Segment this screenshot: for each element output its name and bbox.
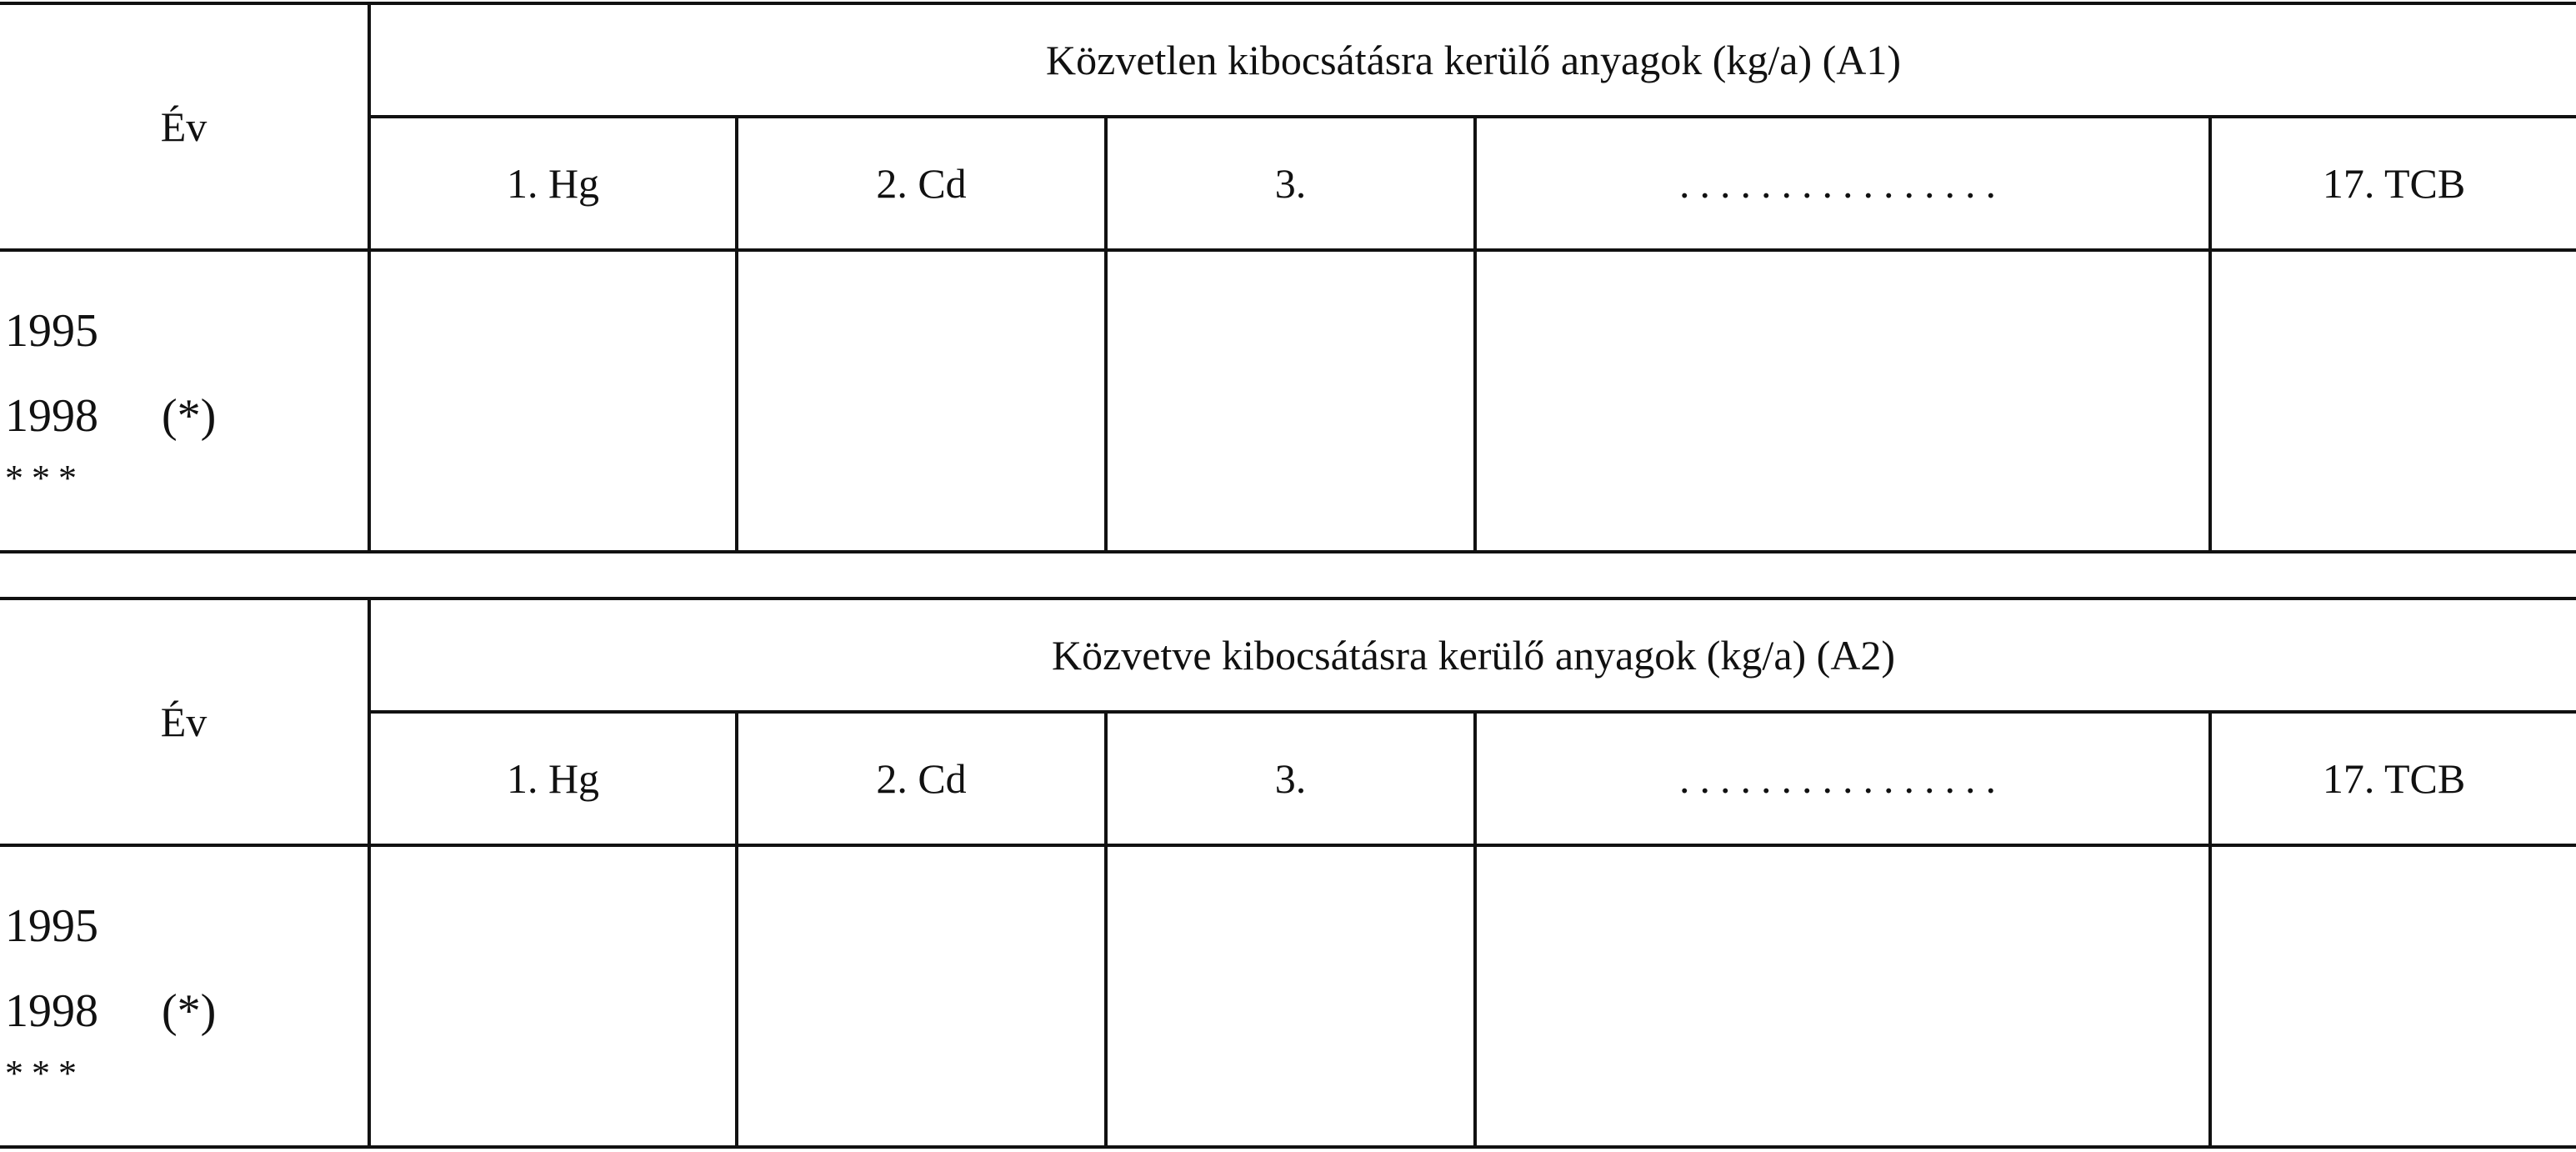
column-header-tcb: 17. TCB	[2322, 755, 2466, 802]
data-cell-ellipsis	[1475, 845, 2210, 1147]
data-cell-tcb	[2210, 845, 2576, 1147]
column-header-3: 3.	[1106, 117, 1475, 250]
data-cell-hg	[369, 845, 737, 1147]
year-placeholder: ***	[5, 458, 85, 498]
data-cell-tcb	[2210, 250, 2576, 552]
group-header: Közvetlen kibocsátásra kerülő anyagok (kg/a) (A1)	[369, 3, 2576, 117]
column-header-cd: 2. Cd	[737, 117, 1106, 250]
emissions-table-a2	[0, 597, 2576, 1149]
data-cell-ellipsis	[1475, 250, 2210, 552]
year-values-cell	[0, 250, 369, 552]
column-header-3: 3.	[1106, 712, 1475, 845]
year-label: 1998	[5, 985, 98, 1037]
column-header-hg: 1. Hg	[369, 117, 737, 250]
group-header: Közvetve kibocsátásra kerülő anyagok (kg/a) (A2)	[369, 599, 2576, 712]
data-cell-cd	[737, 845, 1106, 1147]
year-note: (*)	[162, 390, 217, 442]
year-header: Év	[0, 3, 369, 250]
data-cell-3	[1106, 845, 1475, 1147]
column-header-ellipsis: ................	[1475, 712, 2210, 845]
data-cell-hg	[369, 250, 737, 552]
year-placeholder: ***	[5, 1053, 85, 1094]
column-header-tcb: 17. TCB	[2322, 160, 2466, 207]
data-cell-3	[1106, 250, 1475, 552]
year-values-cell	[0, 845, 369, 1147]
year-header: Év	[0, 599, 369, 845]
year-row	[5, 969, 363, 1054]
year-label: 1998	[5, 390, 98, 442]
column-header-hg: 1. Hg	[369, 712, 737, 845]
year-row	[5, 288, 363, 373]
year-label: 1995	[5, 900, 98, 952]
year-note: (*)	[162, 985, 217, 1037]
year-row	[5, 373, 363, 458]
data-cell-cd	[737, 250, 1106, 552]
year-label: 1995	[5, 305, 98, 357]
emissions-table-a1	[0, 2, 2576, 553]
year-row	[5, 884, 363, 969]
column-header-ellipsis: ................	[1475, 117, 2210, 250]
column-header-cd: 2. Cd	[737, 712, 1106, 845]
